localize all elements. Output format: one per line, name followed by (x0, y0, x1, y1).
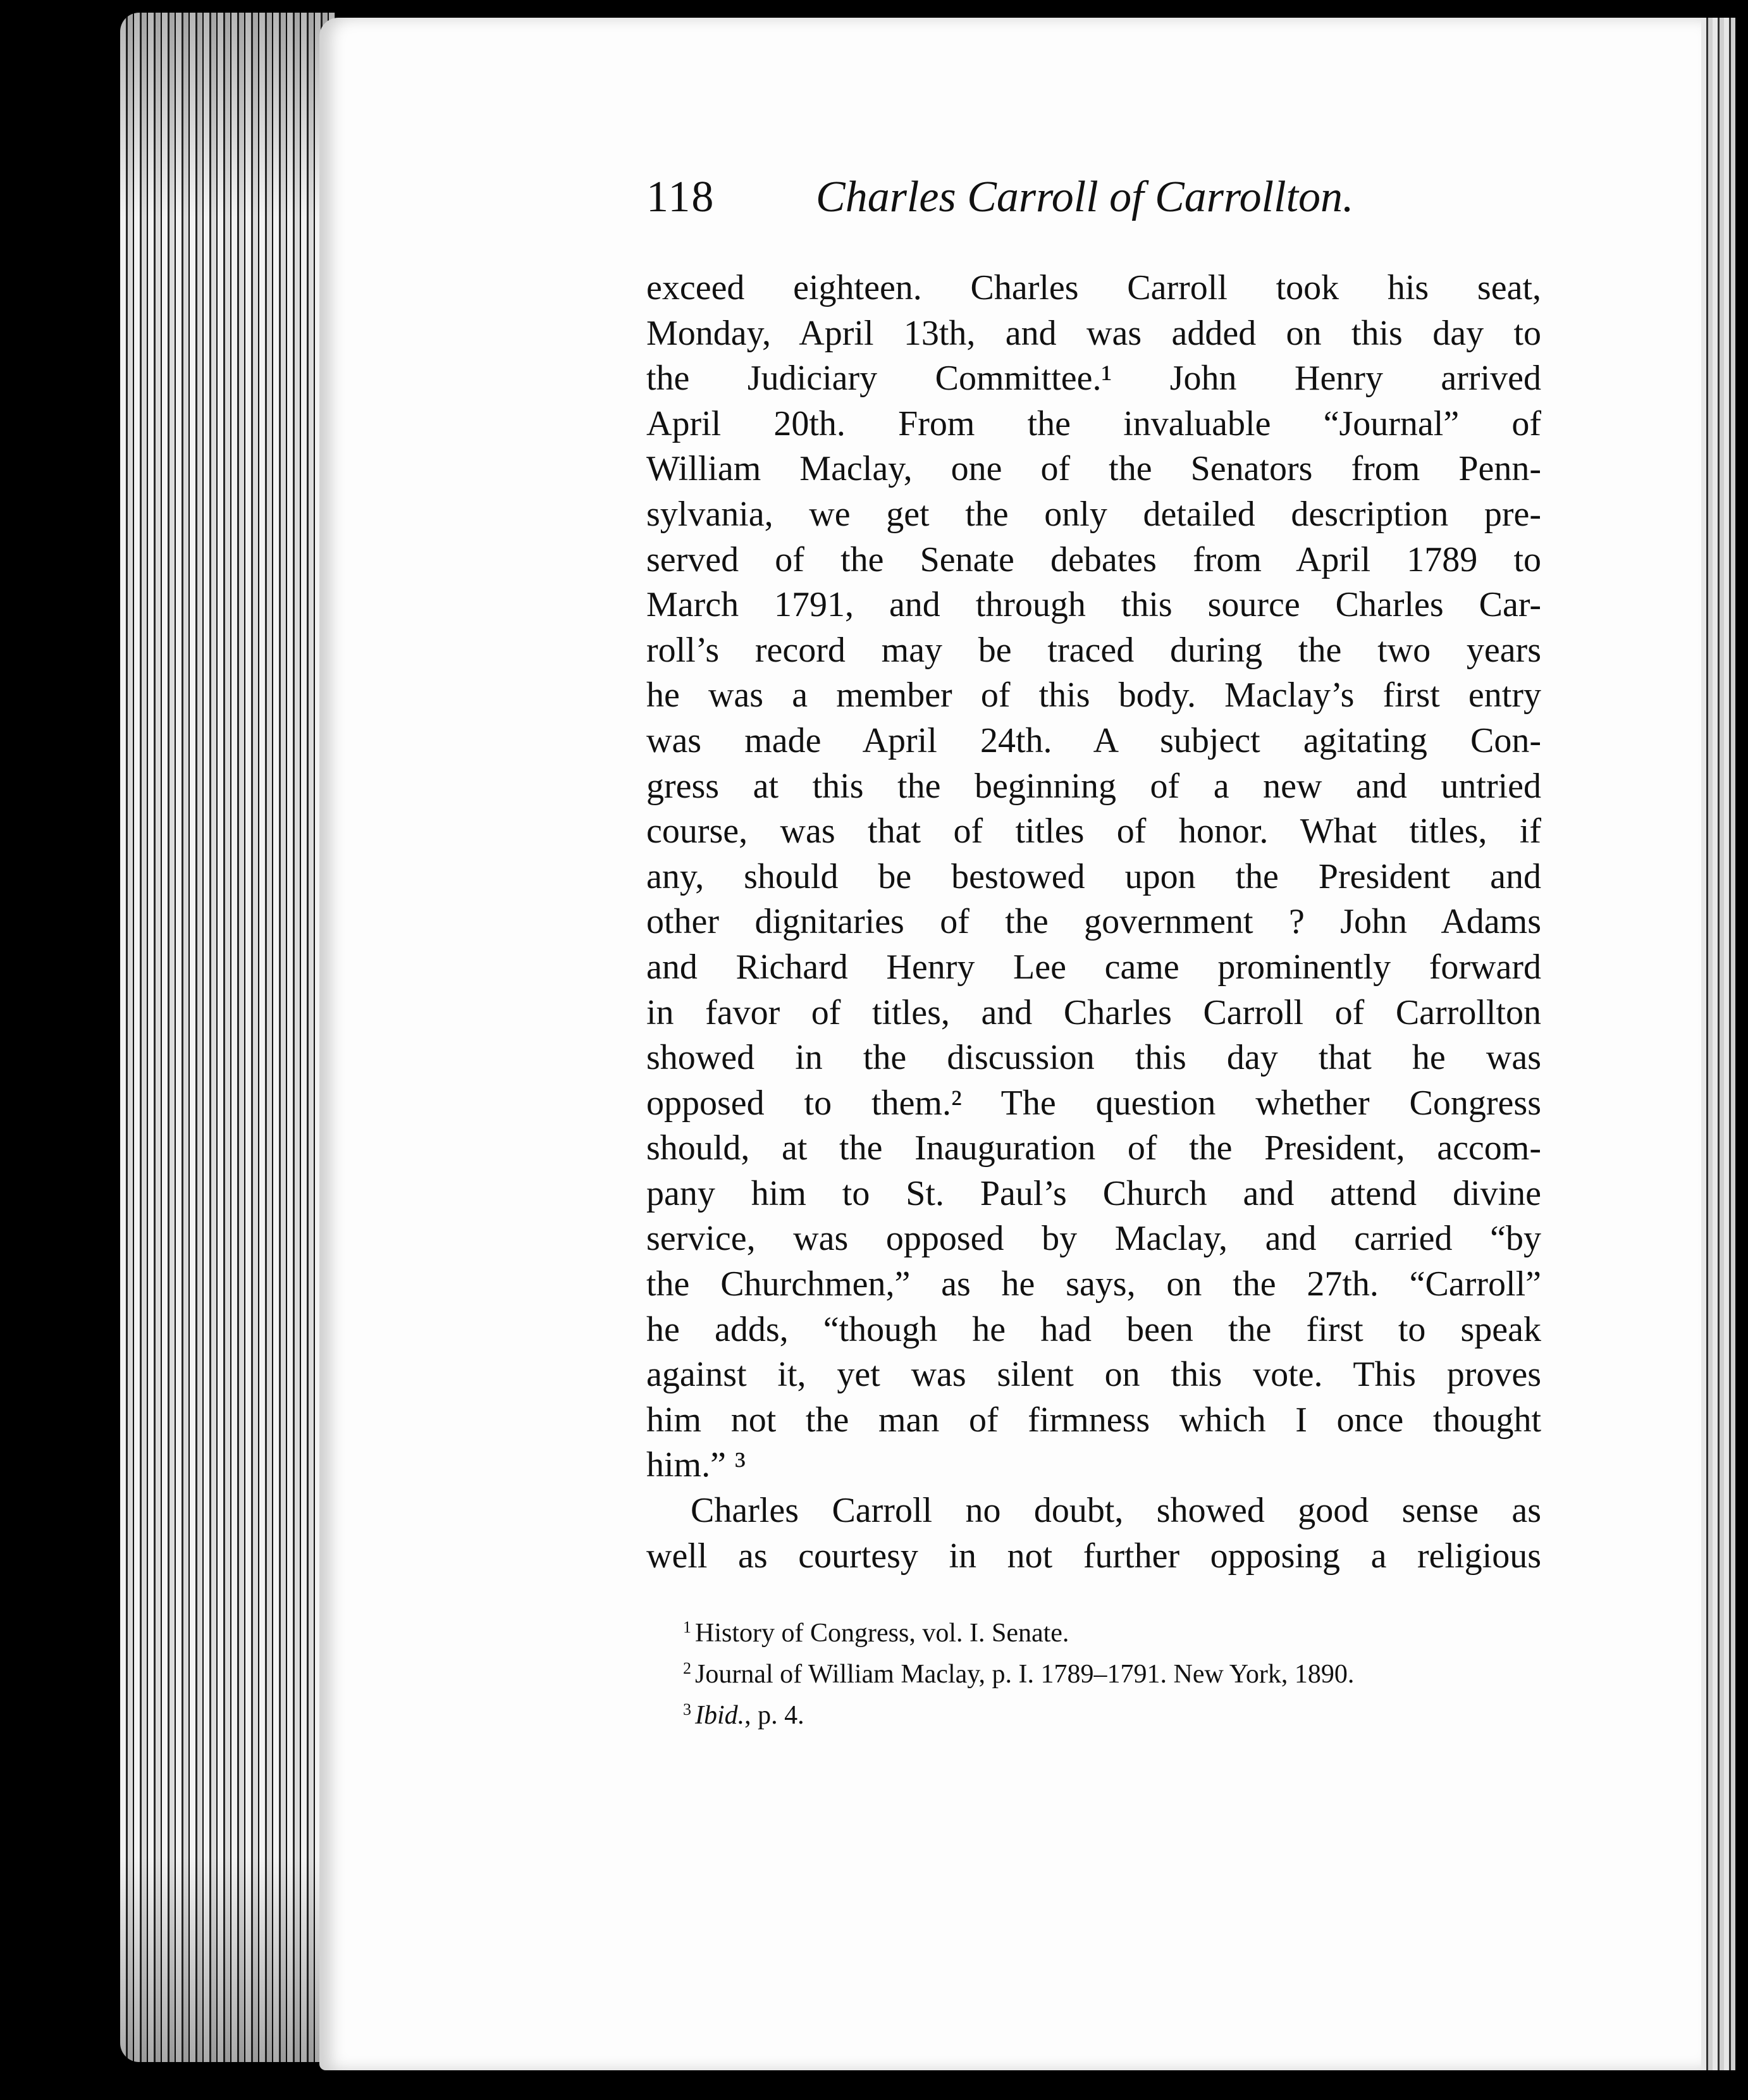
footnote-mark: 3 (683, 1700, 691, 1719)
text-line: Charles Carroll no doubt, showed good sense as (691, 1491, 1541, 1531)
footnote (683, 1692, 1543, 1733)
book-page-edges (120, 13, 335, 2062)
text-line: him not the man of firmness which I once thought (646, 1400, 1541, 1440)
text-line: course, was that of titles of honor. What titles, if (646, 812, 1541, 851)
running-title: Charles Carroll of Carrollton. (816, 173, 1354, 221)
text-line: pany him to St. Paul’s Church and attend divine (646, 1173, 1541, 1213)
text-line: he adds, “though he had been the first to speak (646, 1309, 1541, 1349)
footnote-mark: 1 (683, 1618, 691, 1636)
book-right-edge (1701, 18, 1735, 2070)
text-line: roll’s record may be traced during the two years (646, 630, 1541, 670)
text-line: in favor of titles, and Charles Carroll of Carrollton (646, 992, 1541, 1032)
text-line: William Maclay, one of the Senators from Penn- (646, 449, 1541, 489)
footnote (683, 1651, 1543, 1692)
text-line: gress at this the beginning of a new and untried (646, 766, 1541, 806)
footnote-mark: 2 (683, 1659, 691, 1677)
page-number: 118 (646, 173, 715, 221)
text-line: service, was opposed by Maclay, and carried “by (646, 1219, 1541, 1259)
text-line: served of the Senate debates from April 1789 to (646, 540, 1541, 579)
text-line: any, should be bestowed upon the President and (646, 856, 1541, 896)
footnote-italic: Ibid. (695, 1701, 745, 1730)
text-line: was made April 24th. A subject agitating Con- (646, 720, 1541, 760)
footnote-text: Journal of William Maclay, p. I. 1789–1791. New York, 1890. (695, 1660, 1355, 1689)
footnote-text: , p. 4. (744, 1701, 804, 1730)
text-line: him.” ³ (646, 1445, 746, 1485)
text-line: other dignitaries of the government ? John Adams (646, 902, 1541, 942)
text-line: the Judiciary Committee.¹ John Henry arrived (646, 359, 1541, 398)
text-line: he was a member of this body. Maclay’s first entry (646, 676, 1541, 715)
text-line: exceed eighteen. Charles Carroll took his seat, (646, 268, 1541, 307)
text-line: well as courtesy in not further opposing a religious (646, 1536, 1541, 1576)
text-line: March 1791, and through this source Charles Car- (646, 585, 1541, 625)
text-line: sylvania, we get the only detailed description pre- (646, 494, 1541, 534)
text-line: and Richard Henry Lee came prominently forward (646, 947, 1541, 987)
text-line: should, at the Inauguration of the President, accom- (646, 1128, 1541, 1168)
text-line: Monday, April 13th, and was added on this day to (646, 313, 1541, 353)
text-line: April 20th. From the invaluable “Journal” of (646, 404, 1541, 443)
footnotes (683, 1610, 1543, 1733)
page-header (646, 172, 1721, 229)
body-text (646, 266, 1541, 1579)
footnote (683, 1610, 1543, 1651)
text-line: showed in the discussion this day that he was (646, 1038, 1541, 1078)
footnote-text: History of Congress, vol. I. Senate. (695, 1619, 1069, 1648)
text-line: opposed to them.² The question whether Congress (646, 1083, 1541, 1123)
text-line: against it, yet was silent on this vote. This proves (646, 1355, 1541, 1395)
text-line: the Churchmen,” as he says, on the 27th. “Carroll” (646, 1264, 1541, 1304)
